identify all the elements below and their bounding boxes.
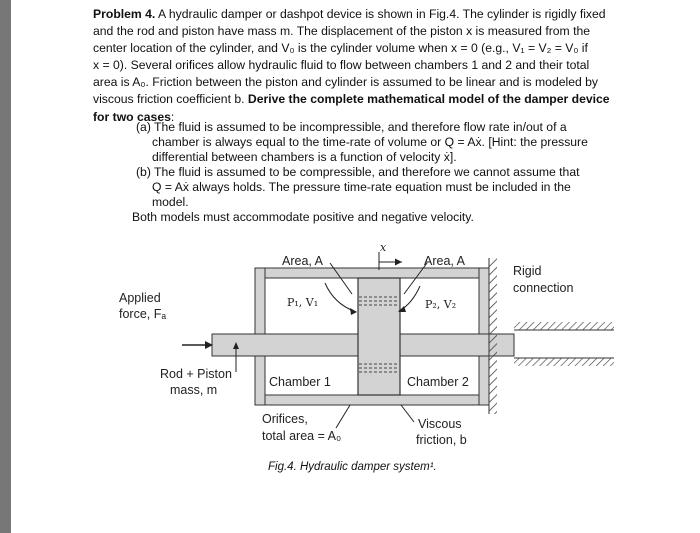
p1v1-label: P₁, V₁	[287, 296, 319, 309]
bold-instruction: Derive the complete mathematical model of the damper device	[247, 92, 610, 107]
applied-label-2: force, Fₐ	[119, 307, 167, 321]
problem-line-6: viscous friction coefficient b. Derive the complete mathematical model of the damper device	[93, 92, 610, 107]
rigid-connection-upper	[514, 322, 614, 330]
orifices-label-2: total area = A₀	[262, 429, 342, 443]
figure-caption: Fig.4. Hydraulic damper system¹.	[268, 461, 437, 473]
orifices-label-1: Orifices,	[262, 412, 308, 426]
rigid-wall	[489, 258, 497, 414]
problem-line-5: area is A₀. Friction between the piston and cylinder is assumed to be linear and is modeled by	[93, 75, 599, 90]
rigid-connection-lower	[514, 358, 614, 366]
rod-piston-label-2: mass, m	[170, 383, 218, 397]
piston	[358, 278, 400, 395]
area-right-label: Area, A	[424, 254, 465, 268]
viscous-label-1: Viscous	[418, 417, 462, 431]
part-a-line-1: (a) The fluid is assumed to be incompressible, and therefore flow rate in/out of a	[136, 120, 567, 134]
part-b-line-3: model.	[152, 195, 189, 209]
part-a-line-2: chamber is always equal to the time-rate of volume or Q = Aẋ. [Hint: the pressure	[152, 135, 588, 149]
cylinder-left-wall-bottom	[255, 356, 265, 405]
area-left-label: Area, A	[282, 254, 323, 268]
chamber-2-label: Chamber 2	[407, 375, 469, 389]
chamber-1-label: Chamber 1	[269, 375, 331, 389]
cylinder-bottom-wall	[255, 395, 489, 405]
p2v2-label: P₂, V₂	[425, 298, 457, 311]
rigid-label-1: Rigid	[513, 264, 542, 278]
x-label: x	[380, 241, 387, 254]
cylinder-left-wall-top	[255, 268, 265, 334]
cylinder-top-wall	[255, 268, 489, 278]
viscous-label-2: friction, b	[416, 433, 467, 447]
problem-title: Problem 4.	[93, 7, 156, 21]
problem-line-4: x = 0). Several orifices allow hydraulic fluid to flow between chambers 1 and 2 and their total	[93, 58, 590, 73]
problem-line-2: and the rod and piston have mass m. The displacement of the piston x is measured from the	[93, 24, 591, 39]
part-b-line-1: (b) The fluid is assumed to be compressible, and therefore we cannot assume that	[136, 165, 580, 179]
rod-piston-label-1: Rod + Piston	[160, 367, 232, 381]
problem-line-1: Problem 4. A hydraulic damper or dashpot device is shown in Fig.4. The cylinder is rigidly fixed	[93, 7, 606, 21]
rigid-label-2: connection	[513, 281, 574, 295]
part-b-line-2: Q = Aẋ always holds. The pressure time-rate equation must be included in the	[152, 180, 571, 194]
applied-label-1: Applied	[119, 291, 161, 305]
problem-line-7: for two cases:	[93, 109, 175, 124]
problem-line-3: center location of the cylinder, and V₀ is the cylinder volume when x = 0 (e.g., V₁ = V₂ = V₀ if	[93, 41, 588, 56]
closing-line: Both models must accommodate positive and negative velocity.	[132, 210, 474, 224]
part-a-line-3: differential between chambers is a function of velocity ẋ].	[152, 150, 457, 164]
